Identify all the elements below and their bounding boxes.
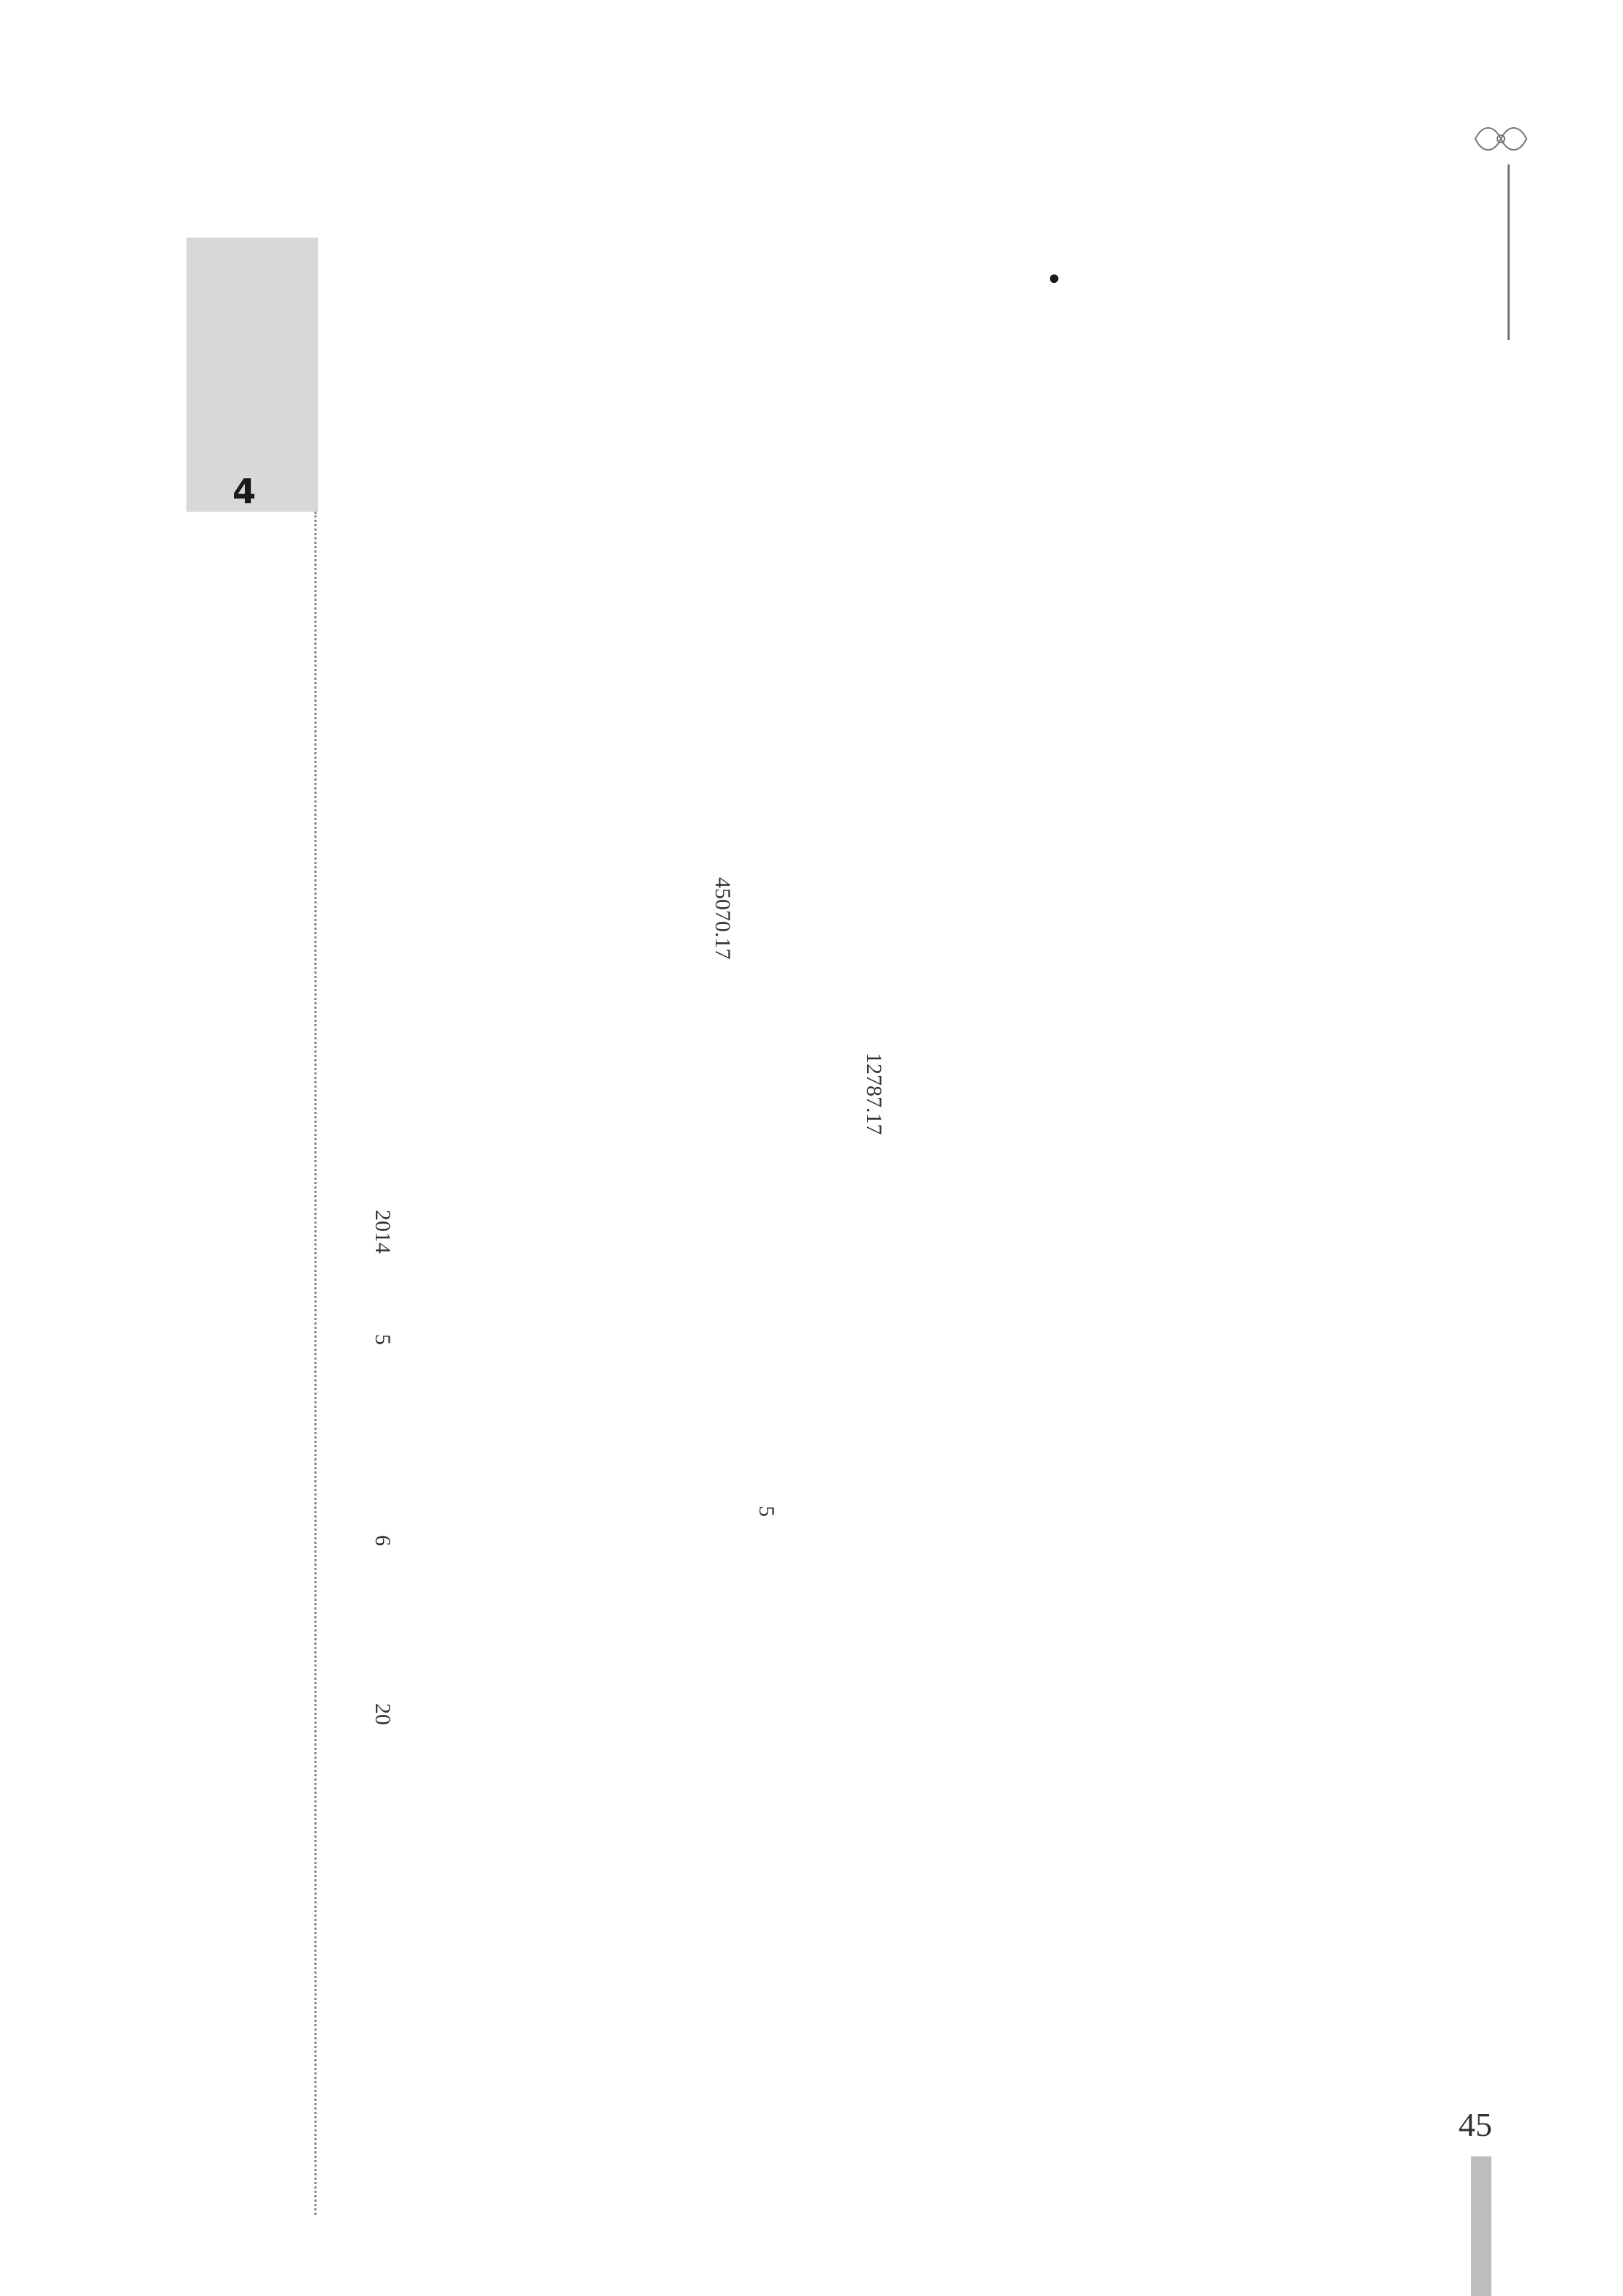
page-number: 45 <box>1459 2106 1492 2143</box>
ornament-icon <box>1468 117 1534 161</box>
section-tab <box>186 238 318 512</box>
header-rule <box>1507 164 1510 340</box>
number-6: 6 <box>371 1535 395 1546</box>
number-12787: 12787.17 <box>862 1053 886 1135</box>
number-45070: 45070.17 <box>711 877 735 960</box>
number-5a: 5 <box>754 1506 779 1517</box>
number-2014: 2014 <box>371 1210 395 1254</box>
section-number: 4 <box>232 471 257 511</box>
number-20: 20 <box>371 1703 395 1725</box>
dotted-separator <box>314 512 317 2215</box>
bullet: • <box>1045 263 1063 297</box>
number-5b: 5 <box>371 1334 395 1345</box>
page-tab <box>1471 2156 1491 2296</box>
